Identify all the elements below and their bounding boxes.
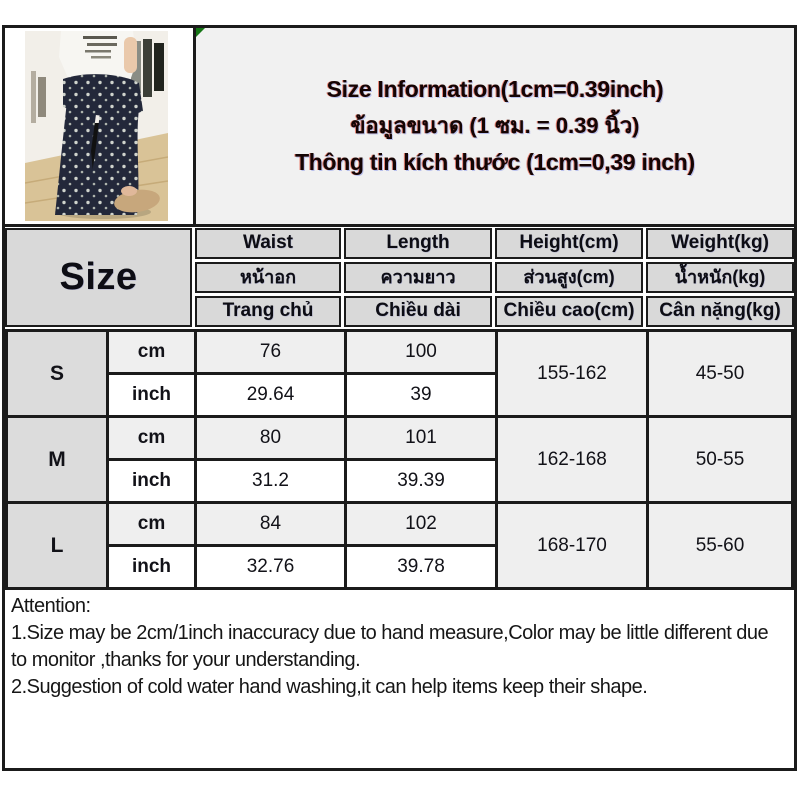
green-corner-marker-icon bbox=[196, 28, 205, 37]
size-table-body bbox=[5, 329, 794, 590]
unit-cm-cell: cm bbox=[108, 417, 196, 460]
header-waist-th: หน้าอก bbox=[195, 262, 341, 293]
m-weight-range: 50-55 bbox=[648, 417, 793, 503]
header-height-vi: Chiều cao(cm) bbox=[495, 296, 643, 327]
s-length-inch: 39 bbox=[346, 374, 497, 417]
title-vietnamese: Thông tin kích thước (1cm=0,39 inch) bbox=[295, 148, 695, 175]
header-height-th: ส่วนสูง(cm) bbox=[495, 262, 643, 293]
table-row-m-cm bbox=[7, 417, 793, 460]
m-length-inch: 39.39 bbox=[346, 460, 497, 503]
title-panel bbox=[193, 28, 794, 224]
header-weight-vi: Cân nặng(kg) bbox=[646, 296, 794, 327]
l-length-inch: 39.78 bbox=[346, 546, 497, 589]
unit-inch-cell: inch bbox=[108, 374, 196, 417]
l-weight-range: 55-60 bbox=[648, 503, 793, 589]
l-length-cm: 102 bbox=[346, 503, 497, 546]
size-m-cell: M bbox=[7, 417, 108, 503]
top-region bbox=[5, 28, 794, 227]
m-length-cm: 101 bbox=[346, 417, 497, 460]
table-row-s-cm bbox=[7, 331, 793, 374]
m-waist-inch: 31.2 bbox=[196, 460, 346, 503]
header-height-en: Height(cm) bbox=[495, 228, 643, 259]
header-waist-en: Waist bbox=[195, 228, 341, 259]
attention-item-2: 2.Suggestion of cold water hand washing,it can help items keep their shape. bbox=[11, 676, 648, 698]
unit-cm-cell: cm bbox=[108, 503, 196, 546]
table-header bbox=[5, 227, 794, 329]
header-length-vi: Chiều dài bbox=[344, 296, 492, 327]
product-photo bbox=[25, 31, 168, 221]
header-waist-vi: Trang chủ bbox=[195, 296, 341, 327]
header-length-en: Length bbox=[344, 228, 492, 259]
s-waist-cm: 76 bbox=[196, 331, 346, 374]
l-height-range: 168-170 bbox=[497, 503, 648, 589]
unit-inch-cell: inch bbox=[108, 460, 196, 503]
s-waist-inch: 29.64 bbox=[196, 374, 346, 417]
s-length-cm: 100 bbox=[346, 331, 497, 374]
table-row-l-cm bbox=[7, 503, 793, 546]
model-polka-dot-pants-photo bbox=[25, 31, 168, 221]
header-length-th: ความยาว bbox=[344, 262, 492, 293]
attention-item-1: 1.Size may be 2cm/1inch inaccuracy due to hand measure,Color may be little different due to monitor ,thanks for your understanding. bbox=[11, 622, 769, 671]
attention-heading: Attention: bbox=[11, 595, 91, 617]
s-height-range: 155-162 bbox=[497, 331, 648, 417]
header-size-label: Size bbox=[5, 228, 192, 327]
size-l-cell: L bbox=[7, 503, 108, 589]
unit-inch-cell: inch bbox=[108, 546, 196, 589]
header-weight-en: Weight(kg) bbox=[646, 228, 794, 259]
attention-notes bbox=[5, 590, 794, 768]
s-weight-range: 45-50 bbox=[648, 331, 793, 417]
m-waist-cm: 80 bbox=[196, 417, 346, 460]
l-waist-cm: 84 bbox=[196, 503, 346, 546]
l-waist-inch: 32.76 bbox=[196, 546, 346, 589]
size-s-cell: S bbox=[7, 331, 108, 417]
product-photo-cell bbox=[5, 28, 193, 224]
title-english: Size Information(1cm=0.39inch) bbox=[326, 76, 664, 103]
header-weight-th: น้ำหนัก(kg) bbox=[646, 262, 794, 293]
title-thai: ข้อมูลขนาด (1 ซม. = 0.39 นิ้ว) bbox=[350, 113, 640, 139]
m-height-range: 162-168 bbox=[497, 417, 648, 503]
unit-cm-cell: cm bbox=[108, 331, 196, 374]
size-chart-box bbox=[2, 25, 797, 771]
